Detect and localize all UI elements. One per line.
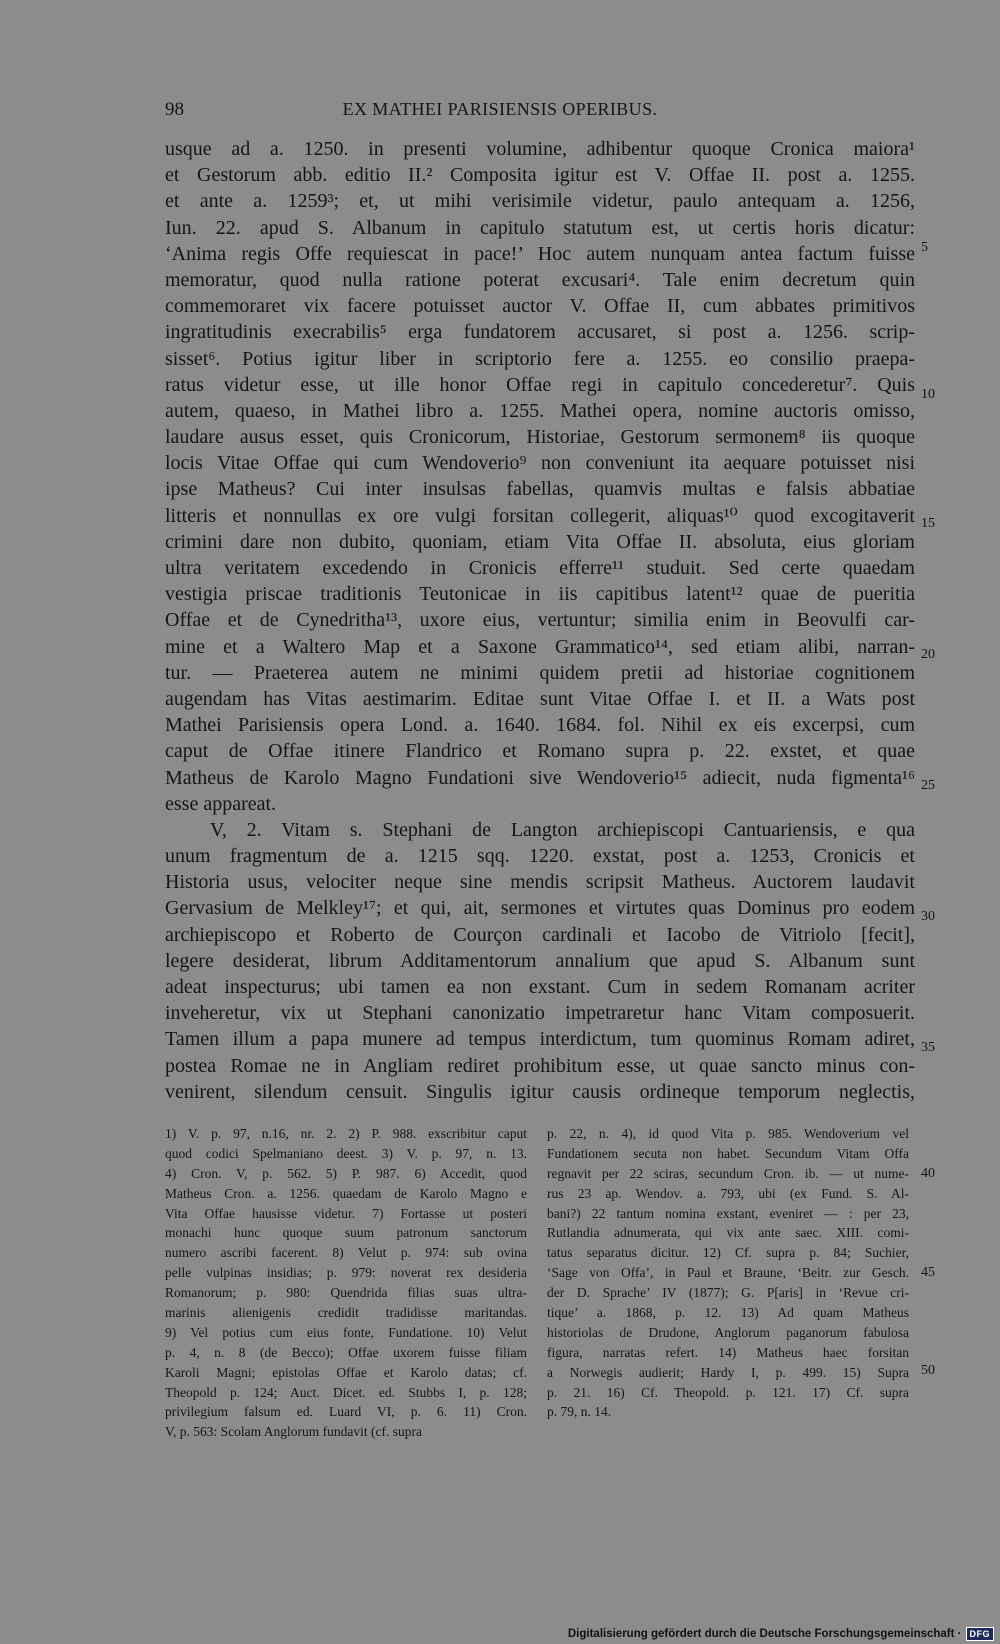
footnote-line: numero ascribi facerent. 8) Velut p. 974: sub ovina xyxy=(165,1245,527,1261)
footnote-line: Vita Offae hausisse videtur. 7) Fortasse ut posteri xyxy=(165,1205,527,1221)
footnote-line: tatus separatus dicitur. 12) Cf. supra p. 84; Suchier, xyxy=(547,1245,909,1261)
text-line: locis Vitae Offae qui cum Wendoverio⁹ non conveniunt ita aequare potuisset nisi xyxy=(165,452,915,475)
text-line: memoratur, quod nulla ratione poterat excusari⁴. Tale enim decretum quin xyxy=(165,268,915,291)
footnote-line: Theopold p. 124; Auct. Dicet. ed. Stubbs I, p. 128; xyxy=(165,1384,527,1400)
text-line: ipse Matheus? Cui inter insulsas fabellas, quamvis multas e falsis abbatiae xyxy=(165,478,915,501)
text-line: Mathei Parisiensis opera Lond. a. 1640. 1684. fol. Nihil ex eis excerpsi, cum xyxy=(165,714,915,737)
line-number: 25 xyxy=(921,778,935,793)
text-line: esse appareat. xyxy=(165,792,277,815)
footnote-line: 9) Vel potius cum eius fonte, Fundatione. 10) Velut xyxy=(165,1324,527,1340)
footnote-line: Romanorum; p. 980: Quendrida filias suas ultra- xyxy=(165,1285,527,1301)
footnote-line: historiolas de Drudone, Anglorum paganorum fabulosa xyxy=(547,1324,909,1340)
footnote-line: 4) Cron. V, p. 562. 5) P. 987. 6) Accedit, quod xyxy=(165,1165,527,1181)
text-line: et Gestorum abb. editio II.² Composita igitur est V. Offae II. post a. 1255. xyxy=(165,164,915,187)
text-line: commemoraret vix facere potuisset auctor V. Offae II, cum abbates primitivos xyxy=(165,295,915,318)
text-line: litteris et nonnullas ex ore vulgi forsitan collegerit, aliquas¹⁰ quod excogitaverit xyxy=(165,504,915,527)
text-line: et ante a. 1259³; et, ut mihi verisimile videtur, paulo antequam a. 1256, xyxy=(165,190,915,213)
footnote-line-number: 40 xyxy=(921,1166,935,1181)
footnote-line: Rutlandia adnumerata, qui vix ante saec. XIII. comi- xyxy=(547,1225,909,1241)
footnote-line: 1) V. p. 97, n.16, nr. 2. 2) P. 988. exscribitur caput xyxy=(165,1126,527,1141)
footnote-line: marinis alienigenis credidit tradidisse maritandas. xyxy=(165,1305,527,1321)
text-line: Tamen illum a papa munere ad tempus interdictum, tum quominus Romam adiret, xyxy=(165,1028,915,1051)
footnote-line: p. 22, n. 4), id quod Vita p. 985. Wendoverium vel xyxy=(547,1126,909,1141)
footnote-line: quod codici Spelmaniano deest. 3) V. p. 97, n. 13. xyxy=(165,1145,527,1161)
text-line: crimini dare non dubito, quoniam, etiam Vita Offae II. absoluta, eius gloriam xyxy=(165,530,915,553)
page-number: 98 xyxy=(165,99,184,120)
text-line: postea Romae ne in Angliam rediret prohibitum esse, ut quae sancto minus con- xyxy=(165,1054,915,1077)
line-number: 30 xyxy=(921,909,935,924)
text-line: legere desiderat, librum Additamentorum annalium que apud S. Albanum sunt xyxy=(165,949,915,972)
footnote-line: ‘Sage von Offa’, in Paul et Braune, ‘Beitr. zur Gesch. xyxy=(547,1265,909,1281)
text-line: Iun. 22. apud S. Albanum in capitulo statutum est, ut certis horis dicatur: xyxy=(165,216,915,239)
credit-text: Digitalisierung gefördert durch die Deutsche Forschungsgemeinschaft · xyxy=(567,1628,962,1640)
footnotes-right-column xyxy=(547,1124,909,1422)
text-line: vestigia priscae traditionis Teutonicae in iis capitibus latent¹² quae de pueritia xyxy=(165,583,915,606)
text-line: Gervasium de Melkley¹⁷; et qui, ait, sermones et virtutes quas Dominus pro eodem xyxy=(165,897,915,920)
text-line: autem, quaeso, in Mathei libro a. 1255. Mathei opera, nomine auctoris omisso, xyxy=(165,399,915,422)
text-line: Matheus de Karolo Magno Fundationi sive Wendoverio¹⁵ adiecit, nuda figmenta¹⁶ xyxy=(165,766,915,789)
text-line: augendam has Vitas aestimarim. Editae sunt Vitae Offae I. et II. a Wats post xyxy=(165,687,915,710)
running-title: EX MATHEI PARISIENSIS OPERIBUS. xyxy=(342,99,658,119)
footnote-line: bani?) 22 tantum nomina exstant, eveniret — : per 23, xyxy=(547,1205,909,1221)
footnote-line: rus 23 ap. Wendov. a. 793, ubi (ex Fund. S. Al- xyxy=(547,1185,909,1201)
text-line: usque ad a. 1250. in presenti volumine, adhibentur quoque Cronica maiora¹ xyxy=(165,138,915,160)
text-line: unum fragmentum de a. 1215 sqq. 1220. exstat, post a. 1253, Cronicis et xyxy=(165,845,915,868)
page-header xyxy=(0,99,1000,125)
text-line: Offae et de Cynedritha¹³, uxore eius, vertuntur; similia enim in Beovulfi car- xyxy=(165,609,915,632)
text-line: sisset⁶. Potius igitur liber in scriptorio fere a. 1255. eo consilio praepa- xyxy=(165,347,915,370)
line-number: 35 xyxy=(921,1040,935,1055)
footnote-line: V, p. 563: Scolam Anglorum fundavit (cf. supra xyxy=(165,1424,422,1440)
footnote-line: figura, narratas refert. 14) Matheus haec forsitan xyxy=(547,1344,909,1360)
text-line: adeat inspecturus; ubi tamen ea non exstant. Cum in sedem Romanam acriter xyxy=(165,976,915,998)
digitization-credit xyxy=(568,1626,994,1642)
footnotes-left-column xyxy=(165,1124,527,1442)
footnote-line: a Norwegis audierit; Hardy I, p. 499. 15) Supra xyxy=(547,1364,909,1380)
footnote-line: pelle vulpinas insidias; p. 979: noverat rex desideria xyxy=(165,1265,527,1281)
text-line: venirent, silendum censuit. Singulis igitur causis ordineque temporum neglectis, xyxy=(165,1080,915,1103)
text-line: archiepiscopo et Roberto de Courçon cardinali et Iacobo de Vitriolo [fecit], xyxy=(165,923,915,946)
footnote-line: tique’ a. 1868, p. 12. 13) Ad quam Matheus xyxy=(547,1305,909,1321)
text-line: tur. — Praeterea autem ne minimi quidem pretii ad historiae cognitionem xyxy=(165,661,915,684)
text-line: caput de Offae itinere Flandrico et Romano supra p. 22. exstet, et quae xyxy=(165,740,915,763)
line-number: 15 xyxy=(921,516,935,531)
dfg-logo: DFG xyxy=(966,1627,995,1641)
text-line: Historia usus, velociter neque sine mendis scripsit Matheus. Auctorem laudavit xyxy=(165,871,915,894)
text-line: inveheretur, vix ut Stephani canonizatio impetraretur hanc Vitam composuerit. xyxy=(165,1002,915,1025)
footnote-line-number: 45 xyxy=(921,1265,935,1280)
text-line: ratus videtur esse, ut ille honor Offae regi in capitulo concederetur⁷. Quis xyxy=(165,373,915,396)
footnote-line-number: 50 xyxy=(921,1363,935,1378)
footnote-line: monachi hunc quoque suum patronum sanctorum xyxy=(165,1225,527,1241)
footnote-line: der D. Sprache’ IV (1877); G. P[aris] in ‘Revue cri- xyxy=(547,1285,909,1301)
footnote-line: regnavit per 22 sciras, secundum Cron. ib. — ut nume- xyxy=(547,1165,909,1181)
line-number: 10 xyxy=(921,387,935,402)
footnote-line: Fundationem secuta non habet. Secundum Vitam Offa xyxy=(547,1145,909,1161)
text-line: ingratitudinis execrabilis⁵ erga fundatorem accusaret, si post a. 1256. scrip- xyxy=(165,321,915,344)
main-text xyxy=(165,136,915,1105)
text-line: ‘Anima regis Offe requiescat in pace!’ Hoc autem nunquam antea factum fuisse xyxy=(165,242,915,265)
line-number: 5 xyxy=(921,240,928,255)
footnote-line: Karoli Magni; epistolas Offae et Karolo datas; cf. xyxy=(165,1364,527,1380)
footnote-line: Matheus Cron. a. 1256. quaedam de Karolo Magno e xyxy=(165,1185,527,1201)
footnote-line: p. 4, n. 8 (de Becco); Offae uxorem fuisse filiam xyxy=(165,1344,527,1360)
line-number: 20 xyxy=(921,647,935,662)
footnote-line: privilegium falsum ed. Luard VI, p. 6. 11) Cron. xyxy=(165,1404,527,1420)
text-line: laudare ausus esset, quis Cronicorum, Historiae, Gestorum sermonem⁸ iis quoque xyxy=(165,426,915,449)
text-line: mine et a Waltero Map et a Saxone Grammatico¹⁴, sed etiam alibi, narran- xyxy=(165,635,915,658)
text-line: ultra veritatem excedendo in Cronicis efferre¹¹ studuit. Sed certe quaedam xyxy=(165,557,915,579)
footnote-line: p. 21. 16) Cf. Theopold. p. 121. 17) Cf. supra xyxy=(547,1384,909,1400)
footnote-line: p. 79, n. 14. xyxy=(547,1404,612,1420)
text-line: V, 2. Vitam s. Stephani de Langton archiepiscopi Cantuariensis, e qua xyxy=(210,818,915,841)
